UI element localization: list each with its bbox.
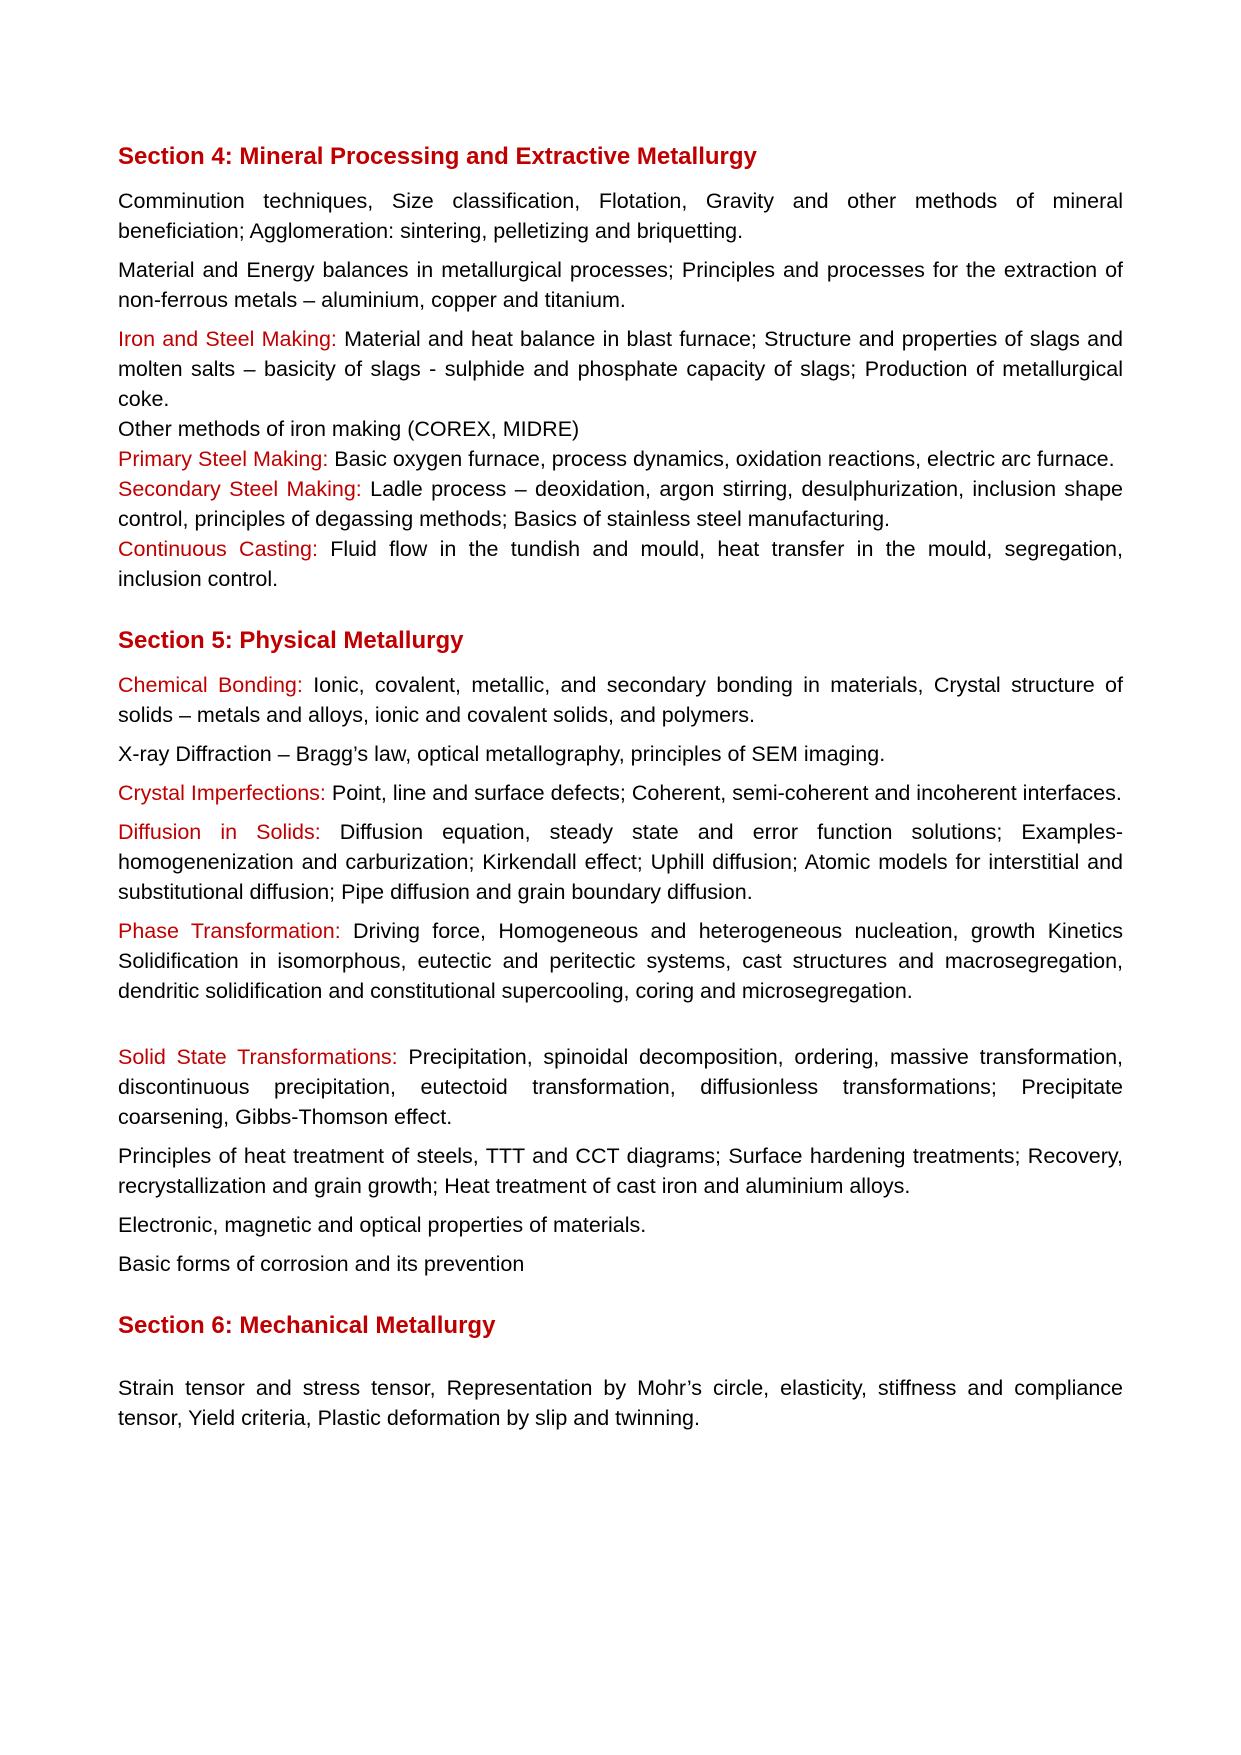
section-4-paragraph-casting [118, 534, 1123, 594]
chemical-bonding-text: Ionic, covalent, metallic, and secondary bonding in materials, Crystal structure of solids – metals and alloys, ionic and covalent solids, and polymers. [118, 673, 1123, 727]
chemical-bonding-label: Chemical Bonding: [118, 673, 303, 697]
crystal-imperfections-label: Crystal Imperfections: [118, 781, 326, 805]
crystal-imperfections-text: Point, line and surface defects; Coherent, semi-coherent and incoherent interfaces. [325, 781, 1122, 805]
secondary-steel-making-text: Ladle process – deoxidation, argon stirring, desulphurization, inclusion shape control, principles of degassing methods; Basics of stainless steel manufacturing. [118, 477, 1123, 531]
section-5-paragraph-xray: X-ray Diffraction – Bragg’s law, optical metallography, principles of SEM imaging. [118, 742, 886, 766]
section-4-paragraph-iron-steel [118, 324, 1123, 414]
diffusion-in-solids-label: Diffusion in Solids: [118, 820, 321, 844]
section-5-paragraph-diffusion [118, 817, 1123, 907]
section-4-paragraph-primary [118, 444, 1123, 474]
iron-steel-making-text: Material and heat balance in blast furnace; Structure and properties of slags and molten salts – basicity of slags - sulphide and phosphate capacity of slags; Production of metallurgical coke. [118, 327, 1123, 411]
primary-steel-making-text: Basic oxygen furnace, process dynamics, oxidation reactions, electric arc furnace. [328, 447, 1115, 471]
section-4-heading: Section 4: Mineral Processing and Extractive Metallurgy [118, 143, 757, 170]
section-4-paragraph-secondary [118, 474, 1123, 534]
diffusion-in-solids-text: Diffusion equation, steady state and error function solutions; Examples- homogenenization and carburization; Kirkendall effect; Uphill diffusion; Atomic models for interstitial and substitutional diffusion; Pipe diffusion and grain boundary diffusion. [118, 820, 1123, 904]
section-5-paragraph-imperfections [118, 778, 1123, 808]
section-5-paragraph-corrosion: Basic forms of corrosion and its prevention [118, 1252, 525, 1276]
section-6-heading: Section 6: Mechanical Metallurgy [118, 1312, 496, 1339]
section-5-paragraph-heat-treatment: Principles of heat treatment of steels, TTT and CCT diagrams; Surface hardening treatments; Recovery, recrystallization and grain growth; Heat treatment of cast iron and aluminium alloys. [118, 1144, 1123, 1198]
phase-transformation-label: Phase Transformation: [118, 919, 341, 943]
section-4-other-methods: Other methods of iron making (COREX, MIDRE) [118, 417, 580, 441]
section-5-heading: Section 5: Physical Metallurgy [118, 627, 464, 654]
primary-steel-making-label: Primary Steel Making: [118, 447, 329, 471]
section-6-paragraph-mechanics: Strain tensor and stress tensor, Representation by Mohr’s circle, elasticity, stiffness and compliance tensor, Yield criteria, Plastic deformation by slip and twinning. [118, 1376, 1123, 1430]
phase-transformation-text: Driving force, Homogeneous and heterogeneous nucleation, growth Kinetics Solidification in isomorphous, eutectic and peritectic systems, cast structures and macrosegregation, dendritic solidification and constitutional supercooling, coring and microsegregation. [118, 919, 1123, 1003]
section-5-paragraph-properties: Electronic, magnetic and optical properties of materials. [118, 1213, 647, 1237]
continuous-casting-text: Fluid flow in the tundish and mould, heat transfer in the mould, segregation, inclusion control. [118, 537, 1123, 591]
section-5-paragraph-solid-state [118, 1042, 1123, 1132]
document-page [118, 140, 1123, 1433]
section-5-paragraph-phase [118, 916, 1123, 1006]
solid-state-transformations-label: Solid State Transformations: [118, 1045, 398, 1069]
section-4-paragraph-balances: Material and Energy balances in metallurgical processes; Principles and processes for the extraction of non-ferrous metals – aluminium, copper and titanium. [118, 258, 1123, 312]
secondary-steel-making-label: Secondary Steel Making: [118, 477, 362, 501]
continuous-casting-label: Continuous Casting: [118, 537, 318, 561]
solid-state-transformations-text: Precipitation, spinoidal decomposition, ordering, massive transformation, discontinuous precipitation, eutectoid transformation, diffusionless transformations; Precipitate coarsening, Gibbs-Thomson effect. [118, 1045, 1124, 1129]
section-5-paragraph-bonding [118, 670, 1123, 730]
iron-steel-making-label: Iron and Steel Making: [118, 327, 337, 351]
section-4-paragraph-comminution: Comminution techniques, Size classification, Flotation, Gravity and other methods of mineral beneficiation; Agglomeration: sintering, pelletizing and briquetting. [118, 189, 1123, 243]
